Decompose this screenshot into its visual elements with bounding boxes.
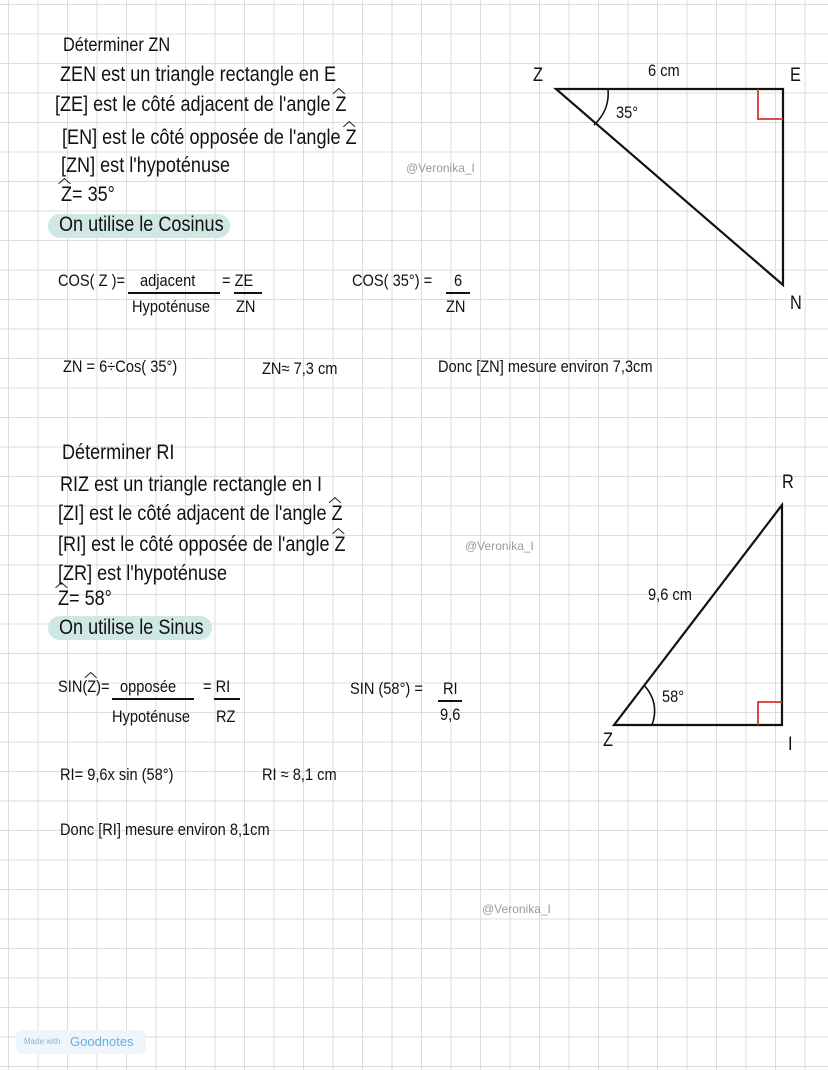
right-angle-mark-e	[758, 89, 783, 119]
section1-calc: ZN = 6÷Cos( 35°)	[63, 357, 178, 376]
section1-method: On utilise le Cosinus	[59, 213, 224, 236]
fig2-label-r: R	[782, 472, 794, 493]
angle-z-symbol: Z	[87, 677, 97, 696]
section1-eq-fraction-bar	[234, 292, 262, 294]
section1-conclusion: Donc [ZN] mesure environ 7,3cm	[438, 357, 653, 376]
section2-eq-fraction-bar	[214, 698, 240, 700]
angle-z-symbol: Z	[61, 183, 73, 206]
section1-app-lhs: COS( 35°) =	[352, 271, 433, 290]
section1-line3: [EN] est le côté opposée de l'angle Z	[62, 126, 357, 149]
angle-z-symbol: Z	[331, 502, 343, 525]
section1-line5: Z= 35°	[61, 183, 115, 206]
section1-formula-num: adjacent	[140, 271, 196, 290]
section2-method: On utilise le Sinus	[59, 616, 204, 639]
fig2-label-z: Z	[603, 730, 613, 751]
section2-app-fraction-bar	[438, 700, 462, 702]
triangle-zen	[556, 89, 783, 285]
angle-arc-z2	[644, 685, 655, 725]
angle-z-symbol: Z	[58, 587, 70, 610]
angle-arc-z1	[594, 89, 608, 125]
section2-line2: [ZI] est le côté adjacent de l'angle Z	[58, 502, 343, 525]
section1-formula-den: Hypoténuse	[132, 297, 211, 316]
fig1-side-label: 6 cm	[648, 61, 680, 80]
section2-fraction-bar	[112, 698, 194, 700]
section1-title: Déterminer ZN	[63, 35, 171, 56]
watermark: @Veronika_I	[465, 539, 534, 553]
angle-z-symbol: Z	[334, 533, 346, 556]
triangle-zen-outline	[556, 89, 783, 285]
section2-formula-eq-num: = RI	[203, 677, 231, 696]
section2-app-den: 9,6	[440, 705, 461, 724]
section2-approx: RI ≈ 8,1 cm	[262, 765, 337, 784]
section1-app-num: 6	[454, 271, 463, 290]
angle-z-symbol: Z	[345, 126, 357, 149]
section1-app-den: ZN	[446, 297, 466, 316]
fig2-label-i: I	[788, 734, 793, 755]
section2-formula-den: Hypoténuse	[112, 707, 191, 726]
section2-app-num: RI	[443, 679, 458, 698]
made-with-label: Made with	[24, 1037, 61, 1046]
fig1-label-e: E	[790, 65, 801, 86]
fig1-angle-label: 35°	[616, 103, 639, 122]
section2-formula-num: opposée	[120, 677, 177, 696]
section1-formula-lhs: COS( Z )=	[58, 271, 126, 290]
section1-line2: [ZE] est le côté adjacent de l'angle Z	[55, 93, 347, 116]
section1-app-fraction-bar	[446, 292, 470, 294]
section2-title: Déterminer RI	[62, 441, 175, 464]
watermark: @Veronika_I	[482, 902, 551, 916]
section2-formula-lhs: SIN(Z)=	[58, 677, 110, 696]
watermark: @Veronika_I	[406, 161, 475, 175]
section2-calc: RI= 9,6x sin (58°)	[60, 765, 174, 784]
section2-formula-eq-den: RZ	[216, 707, 236, 726]
triangle-riz-outline	[614, 505, 782, 725]
fig1-label-n: N	[790, 293, 802, 314]
section2-line4: [ZR] est l'hypoténuse	[58, 562, 228, 585]
section1-formula-eq-den: ZN	[236, 297, 256, 316]
section1-approx: ZN≈ 7,3 cm	[262, 359, 338, 378]
goodnotes-logo: Goodnotes	[70, 1034, 134, 1049]
section1-line1: ZEN est un triangle rectangle en E	[60, 63, 337, 86]
goodnotes-badge	[16, 1030, 146, 1054]
section1-formula-eq-num: = ZE	[222, 271, 254, 290]
angle-z-symbol: Z	[335, 93, 347, 116]
fig2-angle-label: 58°	[662, 687, 685, 706]
section1-fraction-bar	[128, 292, 220, 294]
right-angle-mark-i	[758, 702, 782, 725]
section1-line4: [ZN] est l'hypoténuse	[61, 154, 231, 177]
section2-conclusion: Donc [RI] mesure environ 8,1cm	[60, 820, 270, 839]
triangle-riz	[614, 505, 782, 725]
section2-line1: RIZ est un triangle rectangle en I	[60, 473, 323, 496]
section2-line5: Z= 58°	[58, 587, 112, 610]
fig1-label-z: Z	[533, 65, 543, 86]
section2-line3: [RI] est le côté opposée de l'angle Z	[58, 533, 346, 556]
section2-app-lhs: SIN (58°) =	[350, 679, 423, 698]
fig2-side-label: 9,6 cm	[648, 585, 692, 604]
